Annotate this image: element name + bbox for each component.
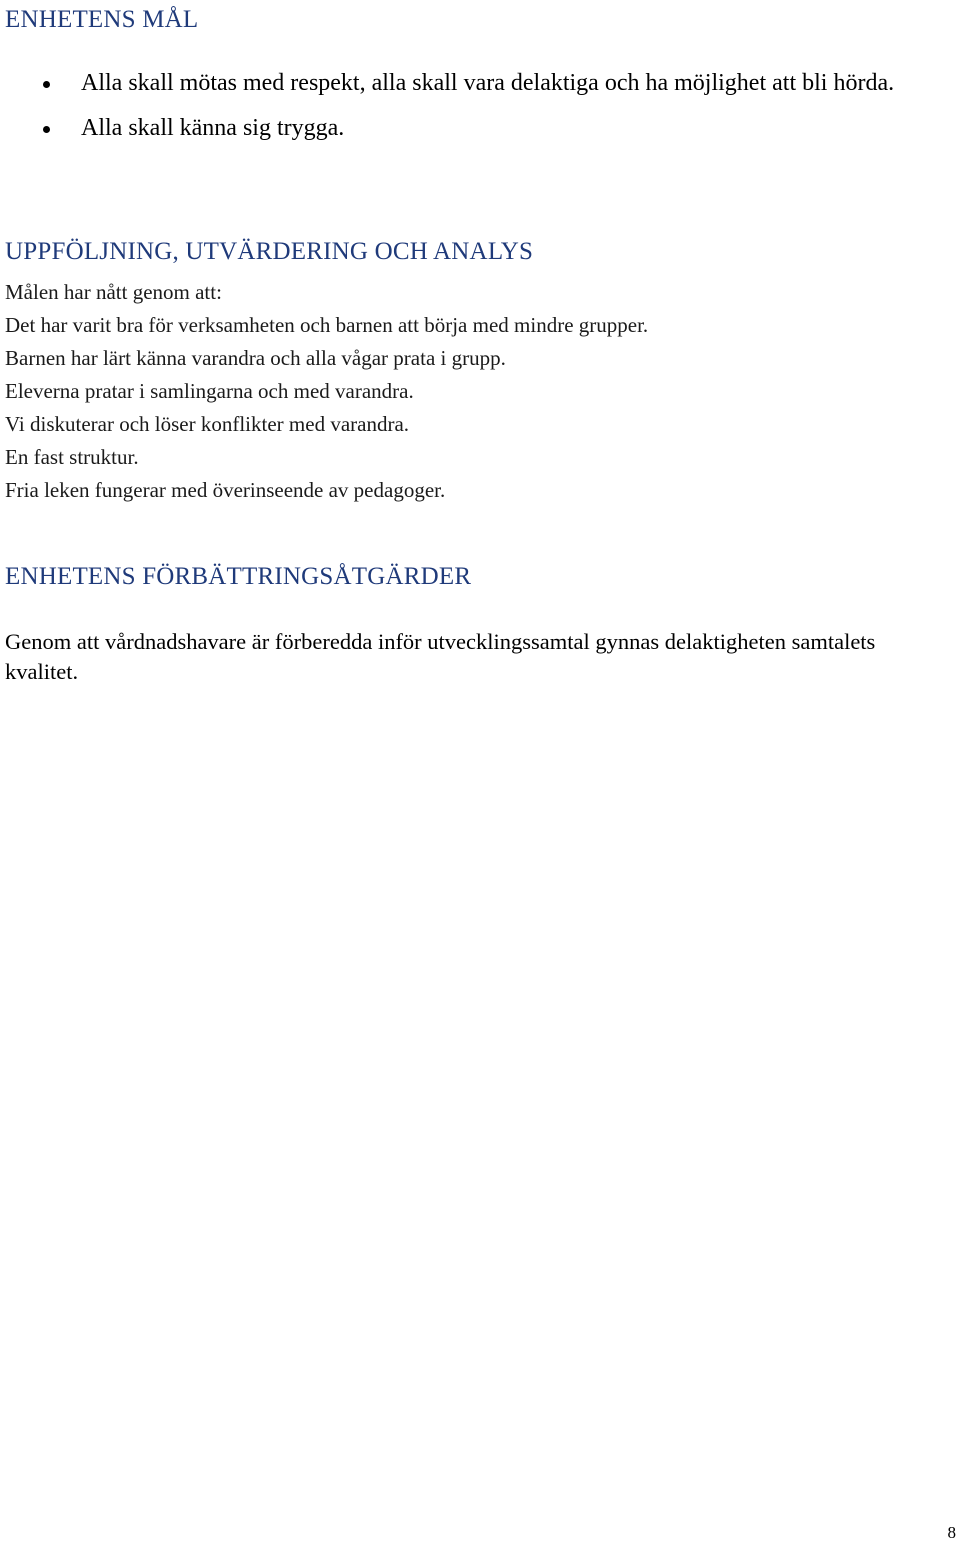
section-heading-followup: UPPFÖLJNING, UTVÄRDERING OCH ANALYS (5, 238, 534, 265)
followup-text-lines (5, 276, 648, 507)
text-line: Barnen har lärt känna varandra och alla vågar prata i grupp. (5, 346, 506, 370)
bullet-text: Alla skall känna sig trygga. (81, 115, 345, 141)
text-line: Vi diskuterar och löser konflikter med varandra. (5, 412, 410, 436)
text-line: En fast struktur. (5, 445, 139, 469)
page-number: 8 (947, 1523, 956, 1542)
text-line: Målen har nått genom att: (5, 280, 222, 304)
text-line: Det har varit bra för verksamheten och barnen att börja med mindre grupper. (5, 313, 649, 337)
bullet-item (0, 113, 941, 143)
section-heading-improvements: ENHETENS FÖRBÄTTRINGSÅTGÄRDER (5, 563, 472, 590)
goals-bullet-list (0, 68, 960, 143)
bullet-text: Alla skall mötas med respekt, alla skall vara delaktiga och ha möjlighet att bli hörda. (81, 70, 895, 96)
bullet-item (0, 68, 941, 98)
bullet-icon (43, 126, 50, 133)
section-heading-goals: ENHETENS MÅL (5, 6, 199, 33)
improvements-paragraph: Genom att vårdnadshavare är förberedda inför utvecklingssamtal gynnas delaktigheten samtalets kvalitet. (5, 629, 876, 684)
bullet-icon (43, 81, 50, 88)
text-line: Fria leken fungerar med överinseende av pedagoger. (5, 478, 446, 502)
text-line: Eleverna pratar i samlingarna och med varandra. (5, 379, 414, 403)
